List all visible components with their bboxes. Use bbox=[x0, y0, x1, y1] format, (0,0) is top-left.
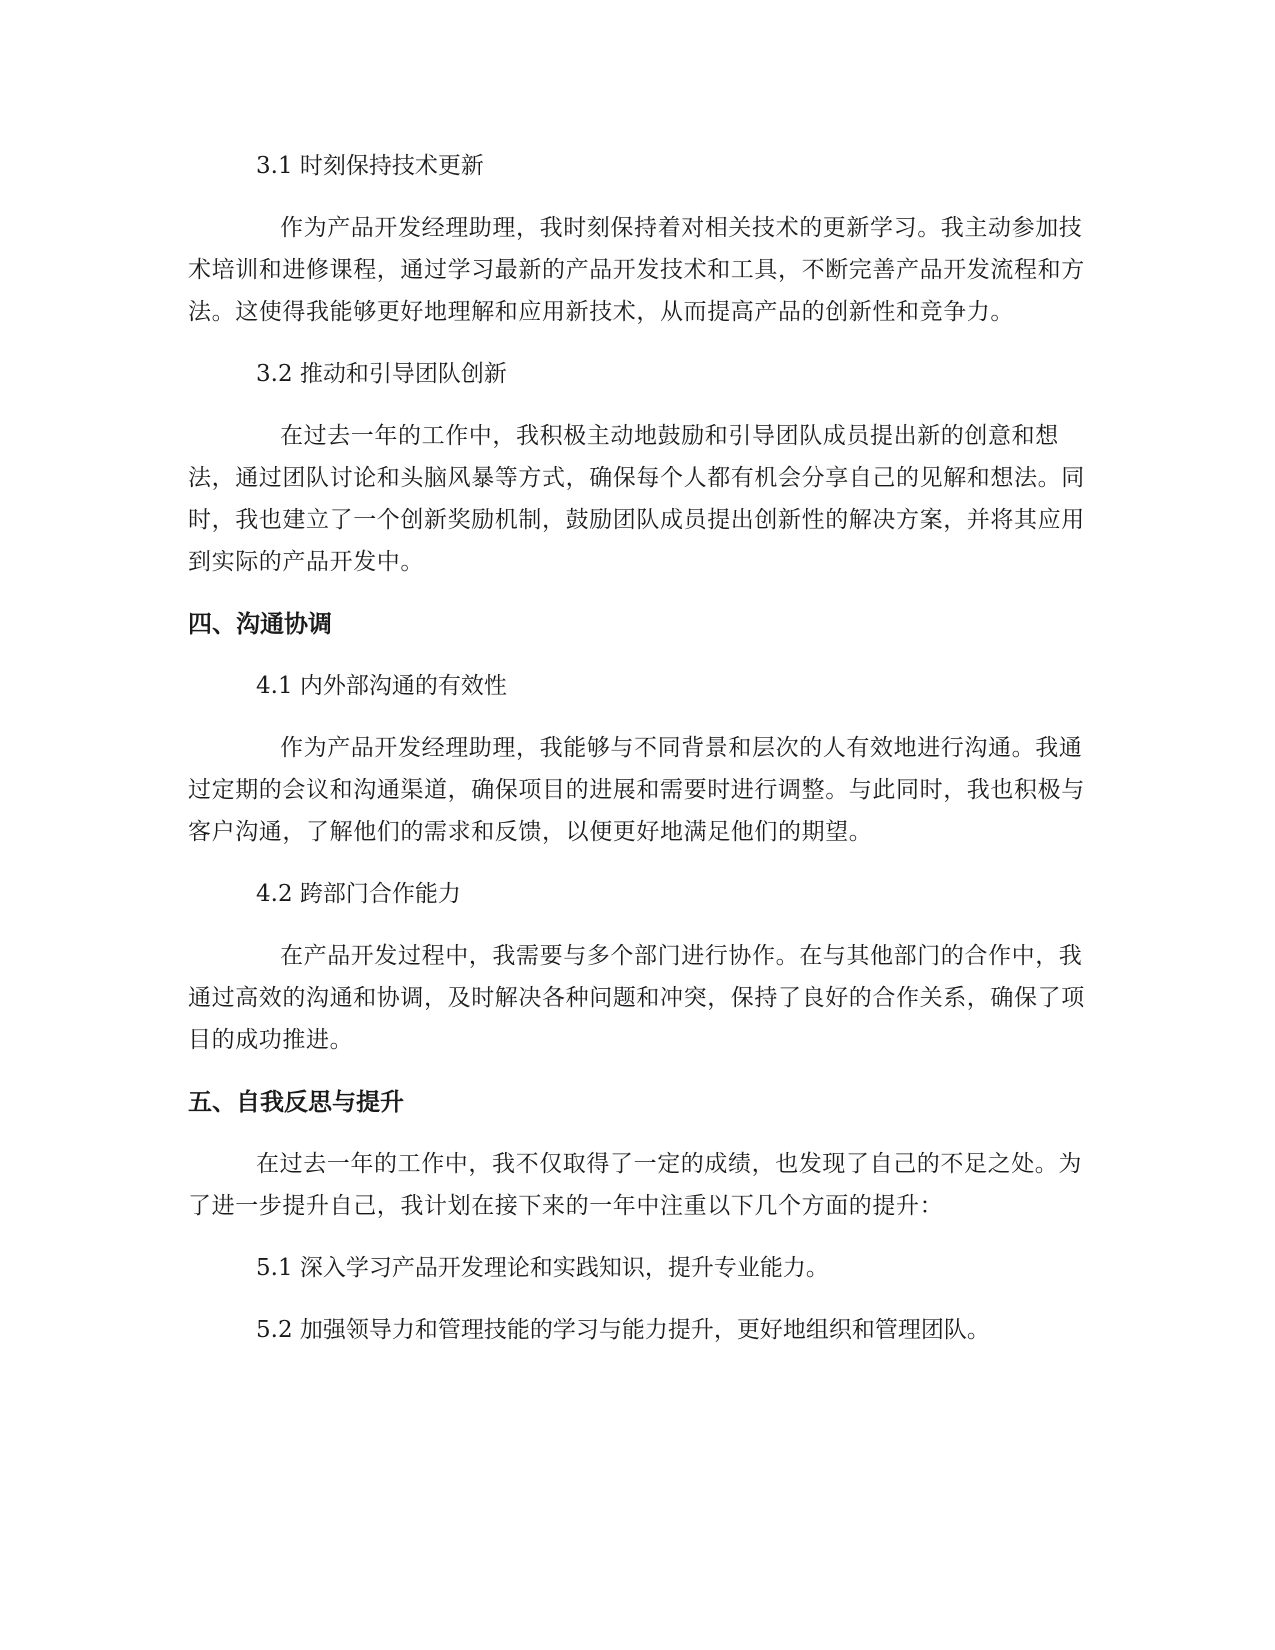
subsection-3-2-paragraph: 在过去一年的工作中，我积极主动地鼓励和引导团队成员提出新的创意和想法，通过团队讨论和头脑风暴等方式，确保每个人都有机会分享自己的见解和想法。同时，我也建立了一个创新奖励机制，鼓励团队成员提出创新性的解决方案，并将其应用到实际的产品开发中。 bbox=[188, 423, 1085, 575]
subsection-4-1-title: 4.1 内外部沟通的有效性 bbox=[256, 673, 507, 699]
document-body bbox=[188, 145, 1088, 1371]
subsection-4-2-title: 4.2 跨部门合作能力 bbox=[256, 881, 461, 907]
subsection-3-1-title: 3.1 时刻保持技术更新 bbox=[256, 153, 484, 179]
subsection-3-1-paragraph: 作为产品开发经理助理，我时刻保持着对相关技术的更新学习。我主动参加技术培训和进修课程，通过学习最新的产品开发技术和工具，不断完善产品开发流程和方法。这使得我能够更好地理解和应用新技术，从而提高产品的创新性和竞争力。 bbox=[188, 215, 1085, 325]
subsection-4-1-paragraph: 作为产品开发经理助理，我能够与不同背景和层次的人有效地进行沟通。我通过定期的会议和沟通渠道，确保项目的进展和需要时进行调整。与此同时，我也积极与客户沟通，了解他们的需求和反馈，以便更好地满足他们的期望。 bbox=[188, 735, 1085, 845]
section-4-heading: 四、沟通协调 bbox=[188, 610, 332, 638]
section-5-intro-paragraph: 在过去一年的工作中，我不仅取得了一定的成绩，也发现了自己的不足之处。为了进一步提升自己，我计划在接下来的一年中注重以下几个方面的提升： bbox=[188, 1151, 1082, 1219]
list-item-5-2: 5.2 加强领导力和管理技能的学习与能力提升，更好地组织和管理团队。 bbox=[256, 1317, 990, 1343]
subsection-3-2-title: 3.2 推动和引导团队创新 bbox=[256, 361, 507, 387]
subsection-4-2-paragraph: 在产品开发过程中，我需要与多个部门进行协作。在与其他部门的合作中，我通过高效的沟通和协调，及时解决各种问题和冲突，保持了良好的合作关系，确保了项目的成功推进。 bbox=[188, 943, 1085, 1053]
section-5-heading: 五、自我反思与提升 bbox=[188, 1088, 404, 1116]
list-item-5-1: 5.1 深入学习产品开发理论和实践知识，提升专业能力。 bbox=[256, 1255, 829, 1281]
